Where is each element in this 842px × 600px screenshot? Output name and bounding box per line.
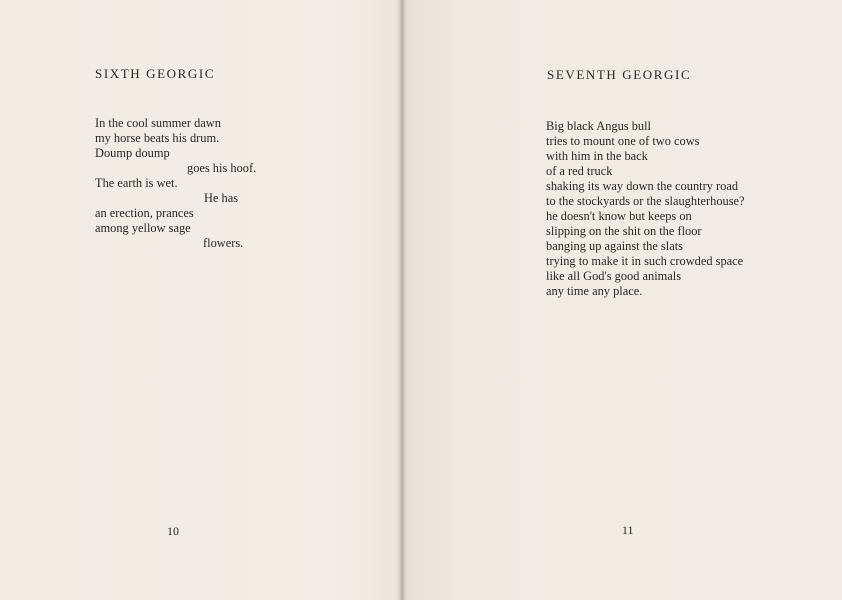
- poem-line: flowers.: [203, 236, 244, 250]
- poem-line: any time any place.: [546, 284, 643, 298]
- page-number: 11: [622, 523, 634, 537]
- poem-line: goes his hoof.: [187, 161, 257, 175]
- poem-line: Big black Angus bull: [546, 119, 651, 133]
- poem-line: an erection, prances: [95, 206, 194, 220]
- poem-line: among yellow sage: [95, 221, 191, 235]
- poem-line: shaking its way down the country road: [546, 179, 739, 193]
- poem-line: he doesn't know but keeps on: [546, 209, 692, 223]
- poem-line: with him in the back: [546, 149, 648, 163]
- poem-line: He has: [204, 191, 239, 205]
- left-page: [0, 0, 402, 600]
- poem-line: trying to make it in such crowded space: [546, 254, 744, 268]
- poem-line: In the cool summer dawn: [95, 116, 221, 130]
- poem-line: Doump doump: [95, 146, 170, 160]
- poem-body: [95, 116, 355, 251]
- poem-line: like all God's good animals: [546, 269, 682, 283]
- poem-line: slipping on the shit on the floor: [546, 224, 702, 238]
- poem-title: SIXTH GEORGIC: [95, 66, 216, 81]
- poem-line: my horse beats his drum.: [95, 131, 220, 145]
- poem-body: [546, 119, 826, 299]
- right-page: [402, 0, 842, 600]
- page-number: 10: [167, 524, 179, 538]
- poem-line: to the stockyards or the slaughterhouse?: [546, 194, 745, 208]
- poem-line: banging up against the slats: [546, 239, 683, 253]
- poem-line: tries to mount one of two cows: [546, 134, 700, 148]
- poem-line: The earth is wet.: [95, 176, 178, 190]
- poem-line: of a red truck: [546, 164, 613, 178]
- poem-title: SEVENTH GEORGIC: [547, 67, 692, 82]
